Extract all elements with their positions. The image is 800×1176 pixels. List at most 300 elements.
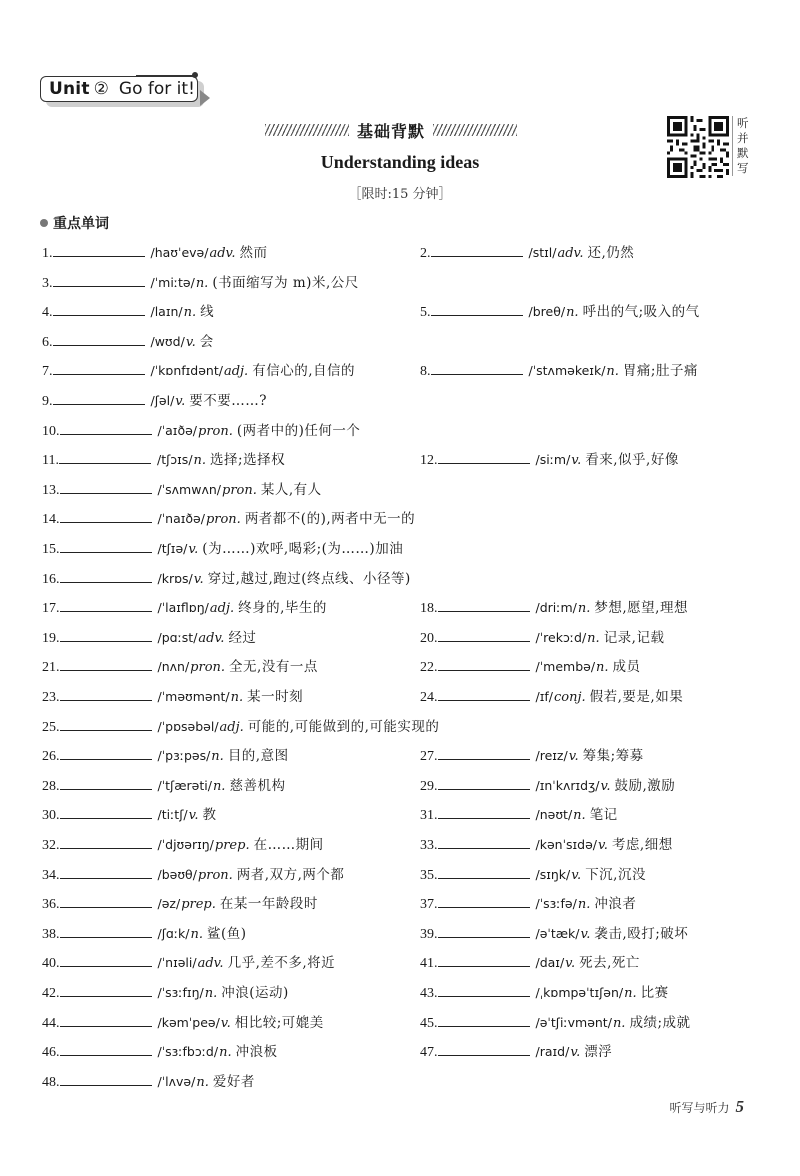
book-title: 听写与听力 xyxy=(669,1101,730,1115)
answer-blank[interactable] xyxy=(53,301,145,316)
entry-number: 26. xyxy=(42,749,60,765)
phonetic: /ˈnaɪðə/ xyxy=(157,511,205,527)
entry-number: 48. xyxy=(42,1074,60,1090)
definition: 有信心的,自信的 xyxy=(252,363,355,380)
vocab-entry xyxy=(42,241,267,263)
phonetic: /tʃɪə/ xyxy=(157,541,188,556)
vocab-entry xyxy=(42,715,439,737)
entry-number: 23. xyxy=(42,690,60,705)
part-of-speech: adv. xyxy=(209,246,236,261)
answer-blank[interactable] xyxy=(438,864,530,879)
phonetic: /daɪ/ xyxy=(535,955,565,971)
vocab-entry xyxy=(420,833,673,855)
definition: 漂浮 xyxy=(584,1044,613,1061)
definition: 假若,要是,如果 xyxy=(589,689,684,705)
phonetic: /ˈrekɔːd/ xyxy=(535,629,587,645)
answer-blank[interactable] xyxy=(59,449,151,464)
definition: 全无,没有一点 xyxy=(229,659,318,676)
vocab-entry xyxy=(42,300,214,322)
definition: 爱好者 xyxy=(212,1073,255,1090)
definition: (为……)欢呼,喝彩;(为……)加油 xyxy=(202,541,404,557)
part-of-speech: v. xyxy=(571,867,582,883)
vocab-entry xyxy=(420,774,675,796)
entry-number: 19. xyxy=(42,630,60,646)
phonetic: /əˈtʃiːvmənt/ xyxy=(535,1014,612,1030)
vocab-entry xyxy=(420,655,641,677)
phonetic: /krɒs/ xyxy=(157,570,193,586)
definition: 还,仍然 xyxy=(587,245,635,261)
phonetic: /tiːtʃ/ xyxy=(157,807,188,823)
part-of-speech: prep. xyxy=(214,838,250,853)
vocab-entry xyxy=(42,359,355,381)
phonetic: /ɪf/ xyxy=(535,689,553,704)
answer-blank[interactable] xyxy=(438,893,530,908)
answer-blank[interactable] xyxy=(60,1012,152,1027)
phonetic: /stɪl/ xyxy=(528,245,557,260)
answer-blank[interactable] xyxy=(60,479,152,494)
part-of-speech: pron. xyxy=(198,423,233,439)
phonetic: /ˈlaɪflɒŋ/ xyxy=(157,600,209,616)
phonetic: /breθ/ xyxy=(528,304,566,320)
phonetic: /raɪd/ xyxy=(535,1044,570,1060)
answer-blank[interactable] xyxy=(438,834,530,849)
part-of-speech: n. xyxy=(193,453,207,469)
vocab-entry xyxy=(420,596,688,618)
definition: 冲浪者 xyxy=(594,896,637,913)
answer-blank[interactable] xyxy=(431,301,523,316)
phonetic: /siːm/ xyxy=(535,452,571,468)
part-of-speech: n. xyxy=(566,305,579,321)
part-of-speech: n. xyxy=(612,1015,626,1031)
hatch-decoration-left xyxy=(265,124,349,136)
qr-code-icon[interactable] xyxy=(667,116,729,178)
answer-blank[interactable] xyxy=(60,923,152,938)
entry-number: 16. xyxy=(42,571,60,587)
phonetic: /ˈaɪðə/ xyxy=(157,422,198,438)
vocab-entry xyxy=(420,922,688,944)
part-of-speech: conj. xyxy=(553,690,586,705)
entry-number: 29. xyxy=(420,778,438,794)
vocab-entry xyxy=(420,744,644,766)
entry-number: 33. xyxy=(420,838,438,853)
answer-blank[interactable] xyxy=(431,242,523,257)
entry-number: 3. xyxy=(42,275,53,291)
time-limit: ［限时:15 分钟］ xyxy=(348,187,452,202)
answer-blank[interactable] xyxy=(438,656,530,671)
vocab-entry xyxy=(420,1040,612,1062)
vocab-entry xyxy=(42,596,327,618)
answer-blank[interactable] xyxy=(53,272,145,287)
definition: 看来,似乎,好像 xyxy=(585,452,679,469)
entry-number: 46. xyxy=(42,1045,60,1061)
part-of-speech: n. xyxy=(606,364,619,380)
definition: (书面缩写为 m)米,公尺 xyxy=(212,274,359,291)
phonetic: /ˈkɒnfɪdənt/ xyxy=(150,363,223,379)
entry-number: 39. xyxy=(420,926,438,942)
entry-number: 24. xyxy=(420,690,438,705)
definition: 在某一年龄段时 xyxy=(219,896,318,913)
answer-blank[interactable] xyxy=(438,804,530,819)
definition: 某一时刻 xyxy=(247,689,304,705)
part-of-speech: v. xyxy=(570,1045,581,1061)
section-subtitle: Understanding ideas xyxy=(320,152,480,172)
answer-blank[interactable] xyxy=(438,923,530,938)
entry-number: 11. xyxy=(42,453,59,469)
answer-blank[interactable] xyxy=(60,597,152,612)
vocab-entry xyxy=(42,507,415,529)
entry-number: 20. xyxy=(420,630,438,646)
answer-blank[interactable] xyxy=(53,390,145,405)
part-of-speech: n. xyxy=(230,690,244,705)
vocab-entry xyxy=(420,951,640,973)
vocab-entry xyxy=(420,1011,691,1033)
phonetic: /ˈnɪəli/ xyxy=(157,955,197,971)
entry-number: 45. xyxy=(420,1015,438,1031)
entry-number: 5. xyxy=(420,305,431,321)
answer-blank[interactable] xyxy=(60,893,152,908)
answer-blank[interactable] xyxy=(60,627,152,642)
answer-blank[interactable] xyxy=(60,1071,152,1086)
part-of-speech: adj. xyxy=(219,719,244,735)
vocab-entry xyxy=(42,271,359,293)
answer-blank[interactable] xyxy=(60,804,152,819)
entry-number: 17. xyxy=(42,601,60,617)
definition: 在……期间 xyxy=(253,837,324,853)
definition: 会 xyxy=(199,333,214,350)
unit-number: ② xyxy=(93,79,109,99)
definition: 可能的,可能做到的,可能实现的 xyxy=(247,718,440,735)
part-of-speech: n. xyxy=(596,660,609,676)
vocab-entry xyxy=(420,803,618,825)
answer-blank[interactable] xyxy=(60,952,152,967)
entry-number: 32. xyxy=(42,838,60,853)
entry-number: 34. xyxy=(42,867,60,883)
definition: 两者都不(的),两者中无一的 xyxy=(244,511,416,528)
answer-blank[interactable] xyxy=(438,982,530,997)
vocab-entry xyxy=(420,300,700,322)
part-of-speech: adv. xyxy=(557,246,584,261)
entry-number: 25. xyxy=(42,719,60,735)
entry-number: 30. xyxy=(42,808,60,824)
phonetic: /ˈstʌməkeɪk/ xyxy=(528,363,606,379)
entry-number: 7. xyxy=(42,364,53,380)
answer-blank[interactable] xyxy=(438,1041,530,1056)
entry-number: 37. xyxy=(420,897,438,913)
answer-blank[interactable] xyxy=(438,597,530,612)
entry-number: 1. xyxy=(42,246,53,261)
entry-number: 21. xyxy=(42,660,60,676)
phonetic: /kəmˈpeə/ xyxy=(157,1014,220,1030)
phonetic: /kənˈsɪdə/ xyxy=(535,837,597,852)
phonetic: /driːm/ xyxy=(535,600,577,616)
part-of-speech: v. xyxy=(185,334,196,350)
entry-number: 43. xyxy=(420,986,438,1001)
part-of-speech: n. xyxy=(577,897,591,913)
part-of-speech: n. xyxy=(183,305,197,321)
part-of-speech: prep. xyxy=(181,897,216,913)
phonetic: /pɑːst/ xyxy=(157,629,198,645)
part-of-speech: v. xyxy=(600,778,611,794)
section-heading xyxy=(256,118,526,142)
phonetic: /ˈsɜːfbɔːd/ xyxy=(157,1044,219,1060)
definition: 记录,记载 xyxy=(603,629,665,646)
entry-number: 2. xyxy=(420,246,431,261)
vocab-entry xyxy=(42,626,256,648)
entry-number: 4. xyxy=(42,305,53,321)
definition: 考虑,细想 xyxy=(611,837,673,853)
entry-number: 22. xyxy=(420,660,438,676)
phonetic: /ˌkɒmpəˈtɪʃən/ xyxy=(535,985,624,1000)
hatch-decoration-right xyxy=(433,124,517,136)
definition: 要不要……? xyxy=(189,393,267,409)
phonetic: /əˈtæk/ xyxy=(535,925,580,941)
page-number: 5 xyxy=(735,1097,744,1116)
bullet-icon xyxy=(40,219,48,227)
definition: 经过 xyxy=(228,629,257,646)
unit-tab-box xyxy=(40,76,198,102)
phonetic: /ˈməʊmənt/ xyxy=(157,689,230,704)
key-words-label: 重点单词 xyxy=(53,216,109,232)
part-of-speech: adv. xyxy=(197,956,224,972)
definition: 线 xyxy=(200,304,215,321)
entry-number: 41. xyxy=(420,956,438,972)
vocab-entry xyxy=(42,892,318,914)
part-of-speech: v. xyxy=(568,749,579,765)
part-of-speech: adv. xyxy=(198,630,225,646)
answer-blank[interactable] xyxy=(60,568,152,583)
answer-blank[interactable] xyxy=(438,745,530,760)
answer-blank[interactable] xyxy=(53,242,145,257)
answer-blank[interactable] xyxy=(438,627,530,642)
key-words-heading xyxy=(40,213,109,233)
definition: 筹集;筹募 xyxy=(582,748,644,765)
part-of-speech: n. xyxy=(211,749,224,765)
answer-blank[interactable] xyxy=(60,864,152,879)
entry-number: 40. xyxy=(42,956,60,972)
vocab-entry xyxy=(420,685,683,707)
part-of-speech: n. xyxy=(587,630,600,646)
part-of-speech: v. xyxy=(580,926,591,942)
phonetic: /ˈsʌmwʌn/ xyxy=(157,481,221,497)
vocab-entry xyxy=(42,389,267,411)
definition: 选择;选择权 xyxy=(210,452,286,469)
part-of-speech: n. xyxy=(219,1045,232,1061)
entry-number: 38. xyxy=(42,926,60,942)
entry-number: 13. xyxy=(42,482,60,498)
vocab-entry xyxy=(42,951,335,973)
vocab-entry xyxy=(42,685,303,707)
part-of-speech: n. xyxy=(196,1074,209,1090)
entry-number: 27. xyxy=(420,749,438,765)
answer-blank[interactable] xyxy=(53,360,145,375)
definition: 穿过,越过,跑过(终点线、小径等) xyxy=(207,570,411,587)
answer-blank[interactable] xyxy=(438,686,530,701)
entry-number: 15. xyxy=(42,542,60,557)
part-of-speech: n. xyxy=(573,808,586,824)
phonetic: /wʊd/ xyxy=(150,333,185,349)
answer-blank[interactable] xyxy=(53,331,145,346)
vocab-entry xyxy=(420,863,646,885)
entry-number: 42. xyxy=(42,986,60,1001)
vocab-entry xyxy=(42,478,322,500)
phonetic: /nəʊt/ xyxy=(535,807,573,823)
definition: 成绩;成就 xyxy=(629,1014,691,1031)
phonetic: /sɪŋk/ xyxy=(535,866,571,882)
part-of-speech: n. xyxy=(190,926,204,942)
unit-label: Unit xyxy=(49,79,90,99)
entry-number: 47. xyxy=(420,1045,438,1061)
definition: 终身的,毕生的 xyxy=(238,600,327,617)
vocab-entry xyxy=(42,833,324,855)
answer-blank[interactable] xyxy=(60,834,152,849)
entry-number: 28. xyxy=(42,778,60,794)
definition: 袭击,殴打;破坏 xyxy=(594,925,689,942)
part-of-speech: pron. xyxy=(197,867,233,883)
part-of-speech: n. xyxy=(212,778,226,794)
part-of-speech: n. xyxy=(624,986,637,1001)
unit-header-tab xyxy=(40,76,212,106)
vocab-entry xyxy=(42,419,360,441)
answer-blank[interactable] xyxy=(60,508,152,523)
part-of-speech: v. xyxy=(188,542,199,557)
vocab-entry xyxy=(420,892,636,914)
vocab-entry xyxy=(420,626,664,648)
vocab-entry xyxy=(42,1070,255,1092)
definition: 两者,双方,两个都 xyxy=(236,866,345,883)
vocab-entry xyxy=(42,744,289,766)
phonetic: /əz/ xyxy=(157,896,181,912)
vocab-entry xyxy=(42,863,344,885)
definition: 教 xyxy=(202,807,217,824)
part-of-speech: v. xyxy=(571,453,582,469)
entry-number: 36. xyxy=(42,897,60,913)
definition: 然而 xyxy=(239,245,268,261)
entry-number: 14. xyxy=(42,512,60,528)
phonetic: /laɪn/ xyxy=(150,304,183,320)
part-of-speech: pron. xyxy=(205,512,241,528)
phonetic: /tʃɔɪs/ xyxy=(156,452,193,468)
unit-tab-line xyxy=(136,75,194,76)
part-of-speech: v. xyxy=(220,1015,231,1031)
phonetic: /ˈdjʊərɪŋ/ xyxy=(157,837,214,852)
phonetic: /haʊˈevə/ xyxy=(150,245,209,260)
phonetic: /ˈtʃærəti/ xyxy=(157,777,212,793)
phonetic: /reɪz/ xyxy=(535,748,568,764)
answer-blank[interactable] xyxy=(60,775,152,790)
entry-number: 8. xyxy=(420,364,431,380)
part-of-speech: pron. xyxy=(222,482,257,498)
page-footer xyxy=(669,1097,744,1117)
definition: 鲨(鱼) xyxy=(207,925,247,942)
vocab-entry xyxy=(42,1040,278,1062)
phonetic: /ˈmiːtə/ xyxy=(150,274,195,290)
phonetic: /ɪnˈkʌrɪdʒ/ xyxy=(535,777,600,793)
answer-blank[interactable] xyxy=(60,982,152,997)
unit-tab-dot xyxy=(192,72,198,78)
part-of-speech: v. xyxy=(175,394,186,409)
answer-blank[interactable] xyxy=(431,360,523,375)
qr-side-label: 听并默写 xyxy=(732,116,751,176)
definition: 比赛 xyxy=(640,985,669,1001)
definition: (两者中的)任何一个 xyxy=(236,422,361,439)
definition: 冲浪板 xyxy=(235,1044,278,1061)
entry-number: 10. xyxy=(42,423,60,439)
vocab-entry xyxy=(42,655,318,677)
definition: 目的,意图 xyxy=(227,748,289,765)
answer-blank[interactable] xyxy=(60,745,152,760)
phonetic: /ˈpɒsəbəl/ xyxy=(157,718,219,734)
definition: 下沉,沉没 xyxy=(585,866,646,883)
definition: 胃痛;肚子痛 xyxy=(622,363,698,380)
vocab-entry xyxy=(42,803,217,825)
part-of-speech: pron. xyxy=(190,660,226,676)
section-title: 基础背默 xyxy=(356,121,425,141)
definition: 冲浪(运动) xyxy=(221,985,289,1001)
answer-blank[interactable] xyxy=(60,686,152,701)
vocab-entry xyxy=(42,567,411,589)
unit-title: Go for it! xyxy=(118,79,195,99)
answer-blank[interactable] xyxy=(60,1041,152,1056)
entry-number: 44. xyxy=(42,1015,60,1031)
phonetic: /ˈsɜːfə/ xyxy=(535,896,577,912)
answer-blank[interactable] xyxy=(60,656,152,671)
answer-blank[interactable] xyxy=(438,775,530,790)
answer-blank[interactable] xyxy=(438,1012,530,1027)
vocab-entry xyxy=(42,330,214,352)
answer-blank[interactable] xyxy=(60,716,152,731)
definition: 相比较;可媲美 xyxy=(234,1014,324,1031)
phonetic: /bəʊθ/ xyxy=(157,866,197,882)
vocab-entry xyxy=(420,359,698,381)
part-of-speech: n. xyxy=(577,601,591,617)
part-of-speech: adj. xyxy=(223,364,249,380)
part-of-speech: v. xyxy=(598,838,608,853)
phonetic: /ˈlʌvə/ xyxy=(157,1073,196,1089)
entry-number: 9. xyxy=(42,394,53,409)
part-of-speech: n. xyxy=(195,275,209,291)
part-of-speech: v. xyxy=(193,571,204,587)
vocab-entry xyxy=(420,241,634,263)
vocab-entry xyxy=(42,922,247,944)
answer-blank[interactable] xyxy=(438,952,530,967)
part-of-speech: v. xyxy=(565,956,576,972)
entry-number: 12. xyxy=(420,453,438,469)
vocab-entry xyxy=(42,448,285,470)
part-of-speech: adj. xyxy=(209,601,235,617)
unit-tab-arrow-icon xyxy=(200,90,210,106)
definition: 呼出的气;吸入的气 xyxy=(582,304,700,321)
definition: 慈善机构 xyxy=(229,777,286,794)
phonetic: /nʌn/ xyxy=(157,659,190,675)
phonetic: /ˈsɜːfɪŋ/ xyxy=(157,985,204,1000)
definition: 笔记 xyxy=(589,807,618,824)
answer-blank[interactable] xyxy=(60,420,152,435)
phonetic: /ʃəl/ xyxy=(150,393,175,408)
vocab-entry xyxy=(420,448,679,470)
vocab-entry xyxy=(42,1011,324,1033)
phonetic: /ˈpɜːpəs/ xyxy=(157,748,211,764)
vocab-entry xyxy=(42,981,289,1003)
part-of-speech: n. xyxy=(204,986,218,1001)
phonetic: /ʃɑːk/ xyxy=(157,925,190,941)
definition: 某人,有人 xyxy=(260,481,322,498)
vocab-entry xyxy=(42,774,285,796)
definition: 死去,死亡 xyxy=(579,955,640,972)
answer-blank[interactable] xyxy=(60,538,152,553)
definition: 梦想,愿望,理想 xyxy=(594,600,688,617)
entry-number: 18. xyxy=(420,601,438,617)
answer-blank[interactable] xyxy=(438,449,530,464)
